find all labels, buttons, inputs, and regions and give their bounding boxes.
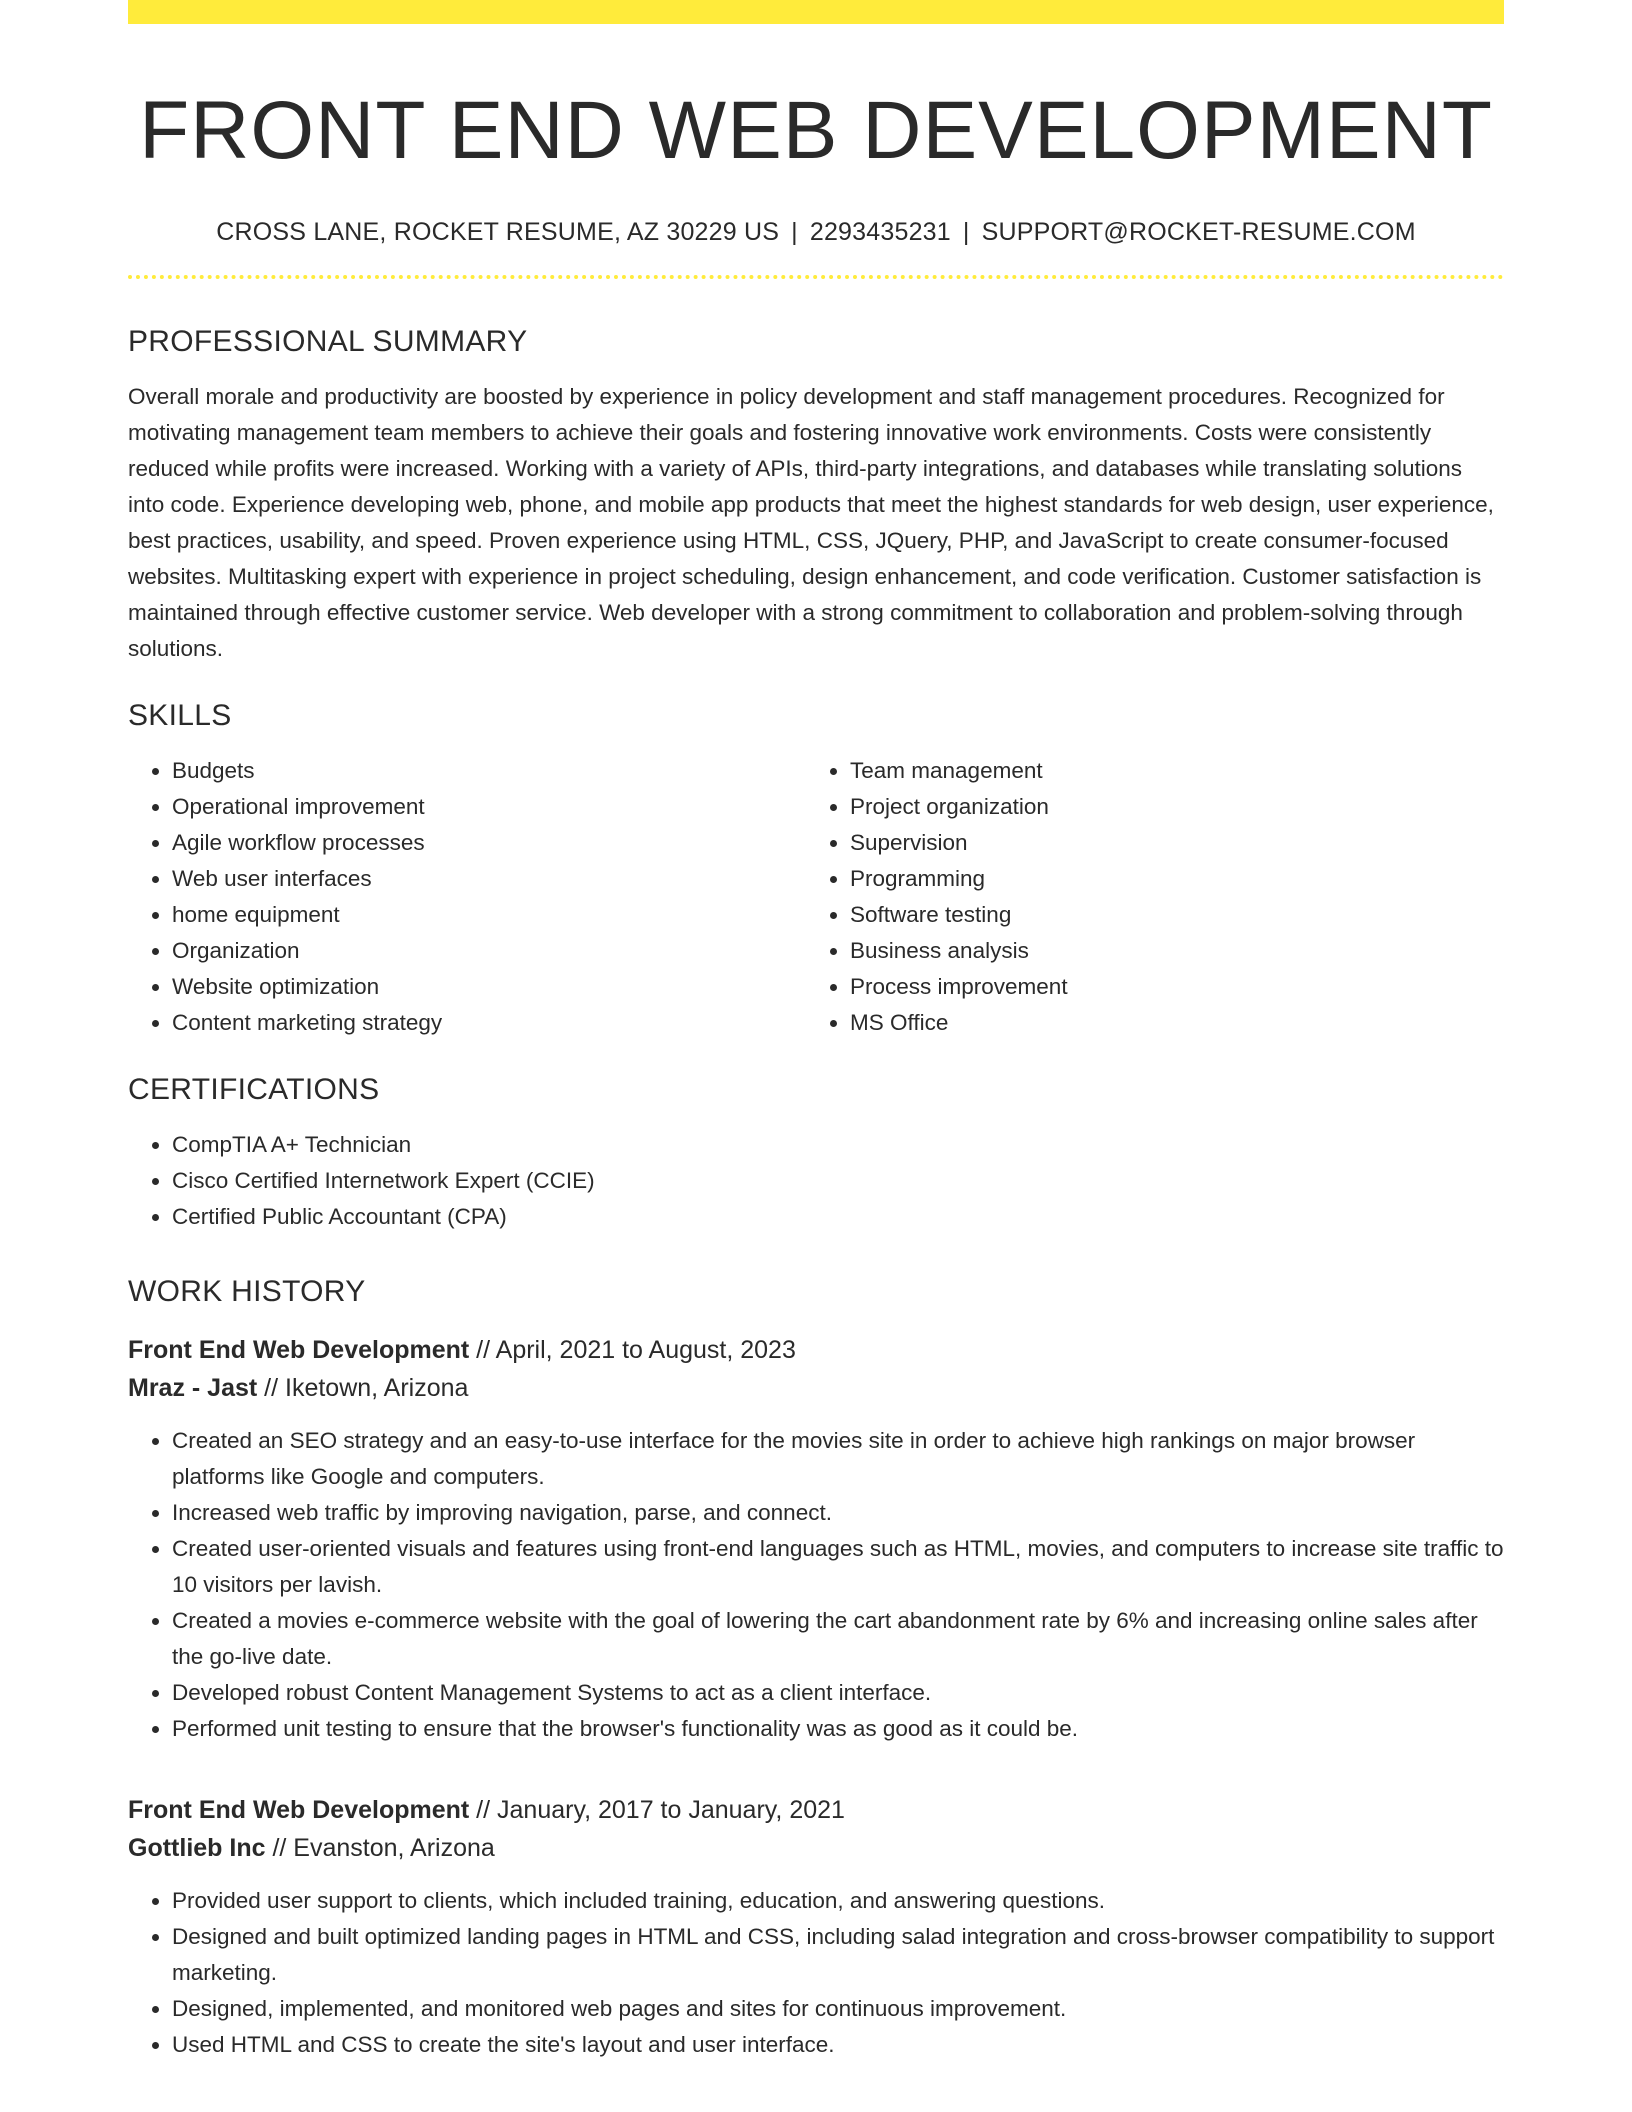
certifications-list	[128, 1127, 1504, 1235]
skill-item: • Operational improvement	[172, 789, 806, 825]
skill-item: • Project organization	[850, 789, 1484, 825]
job-role: Front End Web Development	[128, 1796, 470, 1825]
skill-item: • MS Office	[850, 1005, 1484, 1041]
certifications-heading: CERTIFICATIONS	[128, 1073, 380, 1107]
job-bullet: • Designed and built optimized landing pages in HTML and CSS, including salad integration and cross-browser compatibility to support marketing.	[172, 1919, 1504, 1991]
job-bullet: • Used HTML and CSS to create the site's layout and user interface.	[172, 2027, 1504, 2063]
job-entry	[128, 1331, 1504, 1747]
job-bullets	[128, 1423, 1504, 1747]
header-divider	[128, 275, 1504, 279]
skill-item: • Web user interfaces	[172, 861, 806, 897]
job-company: Gottlieb Inc	[128, 1834, 266, 1863]
job-bullet: • Designed, implemented, and monitored web pages and sites for continuous improvement.	[172, 1991, 1504, 2027]
job-bullet: • Created an SEO strategy and an easy-to-use interface for the movies site in order to achieve high rankings on major browser platforms like Google and computers.	[172, 1423, 1504, 1495]
resume-page	[128, 0, 1504, 2063]
skill-item: • Organization	[172, 933, 806, 969]
skill-item: • Team management	[850, 753, 1484, 789]
skills-columns	[128, 753, 1504, 1041]
skill-item: • Software testing	[850, 897, 1484, 933]
skills-heading: SKILLS	[128, 699, 232, 733]
contact-line	[128, 218, 1504, 247]
job-bullet: • Increased web traffic by improving navigation, parse, and connect.	[172, 1495, 1504, 1531]
skill-item: • Agile workflow processes	[172, 825, 806, 861]
summary-heading: PROFESSIONAL SUMMARY	[128, 325, 528, 359]
skill-item: • Budgets	[172, 753, 806, 789]
skill-item: • Business analysis	[850, 933, 1484, 969]
skill-item: • Programming	[850, 861, 1484, 897]
summary-text: Overall morale and productivity are boosted by experience in policy development and staff management procedures. Recognized for motivating management team members to achieve their goals and fostering innovative work environments. Costs were consistently reduced while profits were increased. Working with a variety of APIs, third-party integrations, and databases while translating solutions into code. Experience developing web, phone, and mobile app products that meet the highest standards for web design, user experience, best practices, usability, and speed. Proven experience using HTML, CSS, JQuery, PHP, and JavaScript to create consumer-focused websites. Multitasking expert with experience in project scheduling, design enhancement, and code verification. Customer satisfaction is maintained through effective customer service. Web developer with a strong commitment to collaboration and problem-solving through solutions.	[128, 384, 1494, 662]
job-title-line	[128, 1791, 1504, 1829]
skill-item: • Content marketing strategy	[172, 1005, 806, 1041]
top-accent-bar	[128, 0, 1504, 24]
skill-item: • Website optimization	[172, 969, 806, 1005]
skill-item: • home equipment	[172, 897, 806, 933]
contact-phone: 2293435231	[809, 218, 951, 247]
job-location: // Evanston, Arizona	[265, 1834, 495, 1863]
contact-separator: |	[962, 218, 970, 247]
job-company: Mraz - Jast	[128, 1374, 258, 1403]
contact-separator: |	[791, 218, 798, 247]
skill-item: • Supervision	[850, 825, 1484, 861]
job-bullet: • Created a movies e-commerce website with the goal of lowering the cart abandonment rate by 6% and increasing online sales after the go-live date.	[172, 1603, 1504, 1675]
skills-list-right	[806, 753, 1484, 1041]
job-location: // Iketown, Arizona	[257, 1374, 469, 1403]
certification-item: • Cisco Certified Internetwork Expert (CCIE)	[172, 1163, 1504, 1199]
skill-item: • Process improvement	[850, 969, 1484, 1005]
job-bullet: • Provided user support to clients, which included training, education, and answering questions.	[172, 1883, 1504, 1919]
job-company-line	[128, 1829, 1504, 1867]
skills-list-left	[128, 753, 806, 1041]
job-bullet: • Performed unit testing to ensure that the browser's functionality was as good as it could be.	[172, 1711, 1504, 1747]
job-bullets	[128, 1883, 1504, 2063]
contact-address: CROSS LANE, ROCKET RESUME, AZ 30229 US	[216, 218, 780, 247]
job-role: Front End Web Development	[128, 1336, 470, 1365]
job-title-line	[128, 1331, 1504, 1369]
job-company-line	[128, 1369, 1504, 1407]
job-bullet: • Developed robust Content Management Systems to act as a client interface.	[172, 1675, 1504, 1711]
job-entry	[128, 1791, 1504, 2063]
job-dates: // January, 2017 to January, 2021	[469, 1796, 845, 1825]
work-history-heading: WORK HISTORY	[128, 1275, 366, 1309]
contact-email: SUPPORT@ROCKET-RESUME.COM	[981, 218, 1416, 247]
certification-item: • CompTIA A+ Technician	[172, 1127, 1504, 1163]
certification-item: • Certified Public Accountant (CPA)	[172, 1199, 1504, 1235]
job-dates: // April, 2021 to August, 2023	[469, 1336, 796, 1365]
resume-name: FRONT END WEB DEVELOPMENT	[139, 85, 1493, 176]
job-bullet: • Created user-oriented visuals and features using front-end languages such as HTML, movies, and computers to increase site traffic to 10 visitors per lavish.	[172, 1531, 1504, 1603]
